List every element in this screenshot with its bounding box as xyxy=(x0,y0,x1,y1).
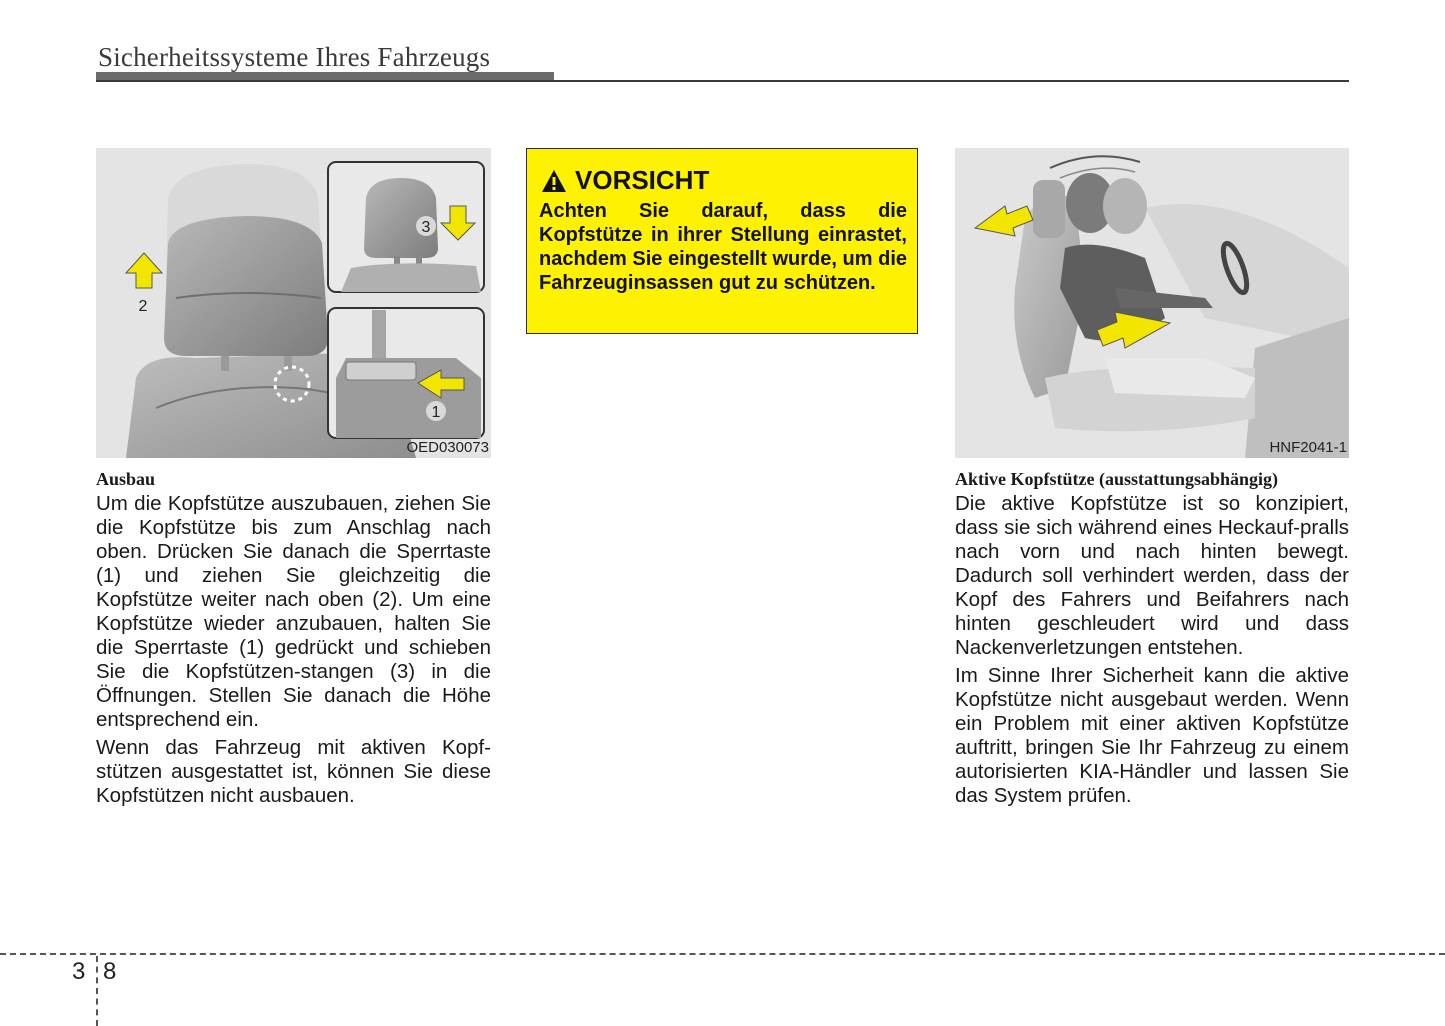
header-rule xyxy=(96,80,1349,82)
headrest-drawing xyxy=(96,148,491,458)
warning-icon xyxy=(541,169,567,193)
chapter-number: 3 xyxy=(72,958,86,985)
page-header-title: Sicherheitssysteme Ihres Fahrzeugs xyxy=(98,42,491,72)
figure-code-left: OED030073 xyxy=(406,439,489,456)
active-headrest-drawing xyxy=(955,148,1349,458)
footer-dashed-divider xyxy=(96,956,98,1026)
caution-title: VORSICHT xyxy=(575,165,710,195)
callout-2: 2 xyxy=(138,298,148,315)
removal-paragraph-1: Um die Kopfstütze auszubauen, ziehen Sie die Kopfstütze bis zum Anschlag nach oben. Drücken Sie danach die Sperrtaste (1) und ziehen Sie gleichzeitig die Kopfstütze weiter nach oben (2). Um eine Kopfstütze wieder anzubauen, halten Sie die Sperrtaste (1) gedrückt und schieben Sie die Kopfstützen-stangen (3) in die Öffnungen. Stellen Sie danach die Höhe entsprechend ein. xyxy=(96,492,491,731)
active-headrest-paragraph-1: Die aktive Kopfstütze ist so konzipiert, dass sie sich während eines Heckauf-pralls nach vorn und nach hinten bewegt. Dadurch soll verhindert werden, dass der Kopf des Fahrers und Beifahrers nach hinten geschleudert wird und dass Nackenverletzungen entstehen. xyxy=(955,492,1349,659)
up-arrow-icon xyxy=(126,253,162,288)
active-headrest-paragraph-2: Im Sinne Ihrer Sicherheit kann die aktive Kopfstütze nicht ausgebaut werden. Wenn ein Problem mit einer aktiven Kopfstütze auftritt, bringen Sie Ihr Fahrzeug zu einem autorisierten KIA-Händler und lassen Sie das System prüfen. xyxy=(955,664,1349,807)
callout-3: 3 xyxy=(421,219,431,236)
removal-heading: Ausbau xyxy=(96,469,156,489)
active-headrest-illustration xyxy=(955,148,1349,458)
callout-1: 1 xyxy=(431,404,441,421)
removal-paragraph-2: Wenn das Fahrzeug mit aktiven Kopf-stützen ausgestattet ist, können Sie diese Kopfstützen nicht ausbauen. xyxy=(96,736,491,807)
active-headrest-heading: Aktive Kopfstütze (ausstattungsabhängig) xyxy=(955,469,1279,489)
page-number: 8 xyxy=(103,958,117,985)
figure-code-right: HNF2041-1 xyxy=(1269,439,1347,456)
active-headrest-text-column xyxy=(955,468,1349,812)
caution-box xyxy=(526,148,918,334)
removal-text-column xyxy=(96,468,491,812)
caution-text: Achten Sie darauf, dass die Kopfstütze in ihrer Stellung einrastet, nachdem Sie eingestellt wurde, um die Fahrzeuginsassen gut zu schützen. xyxy=(539,200,907,294)
headrest-removal-illustration xyxy=(96,148,491,458)
footer-dashed-rule xyxy=(0,953,1445,955)
